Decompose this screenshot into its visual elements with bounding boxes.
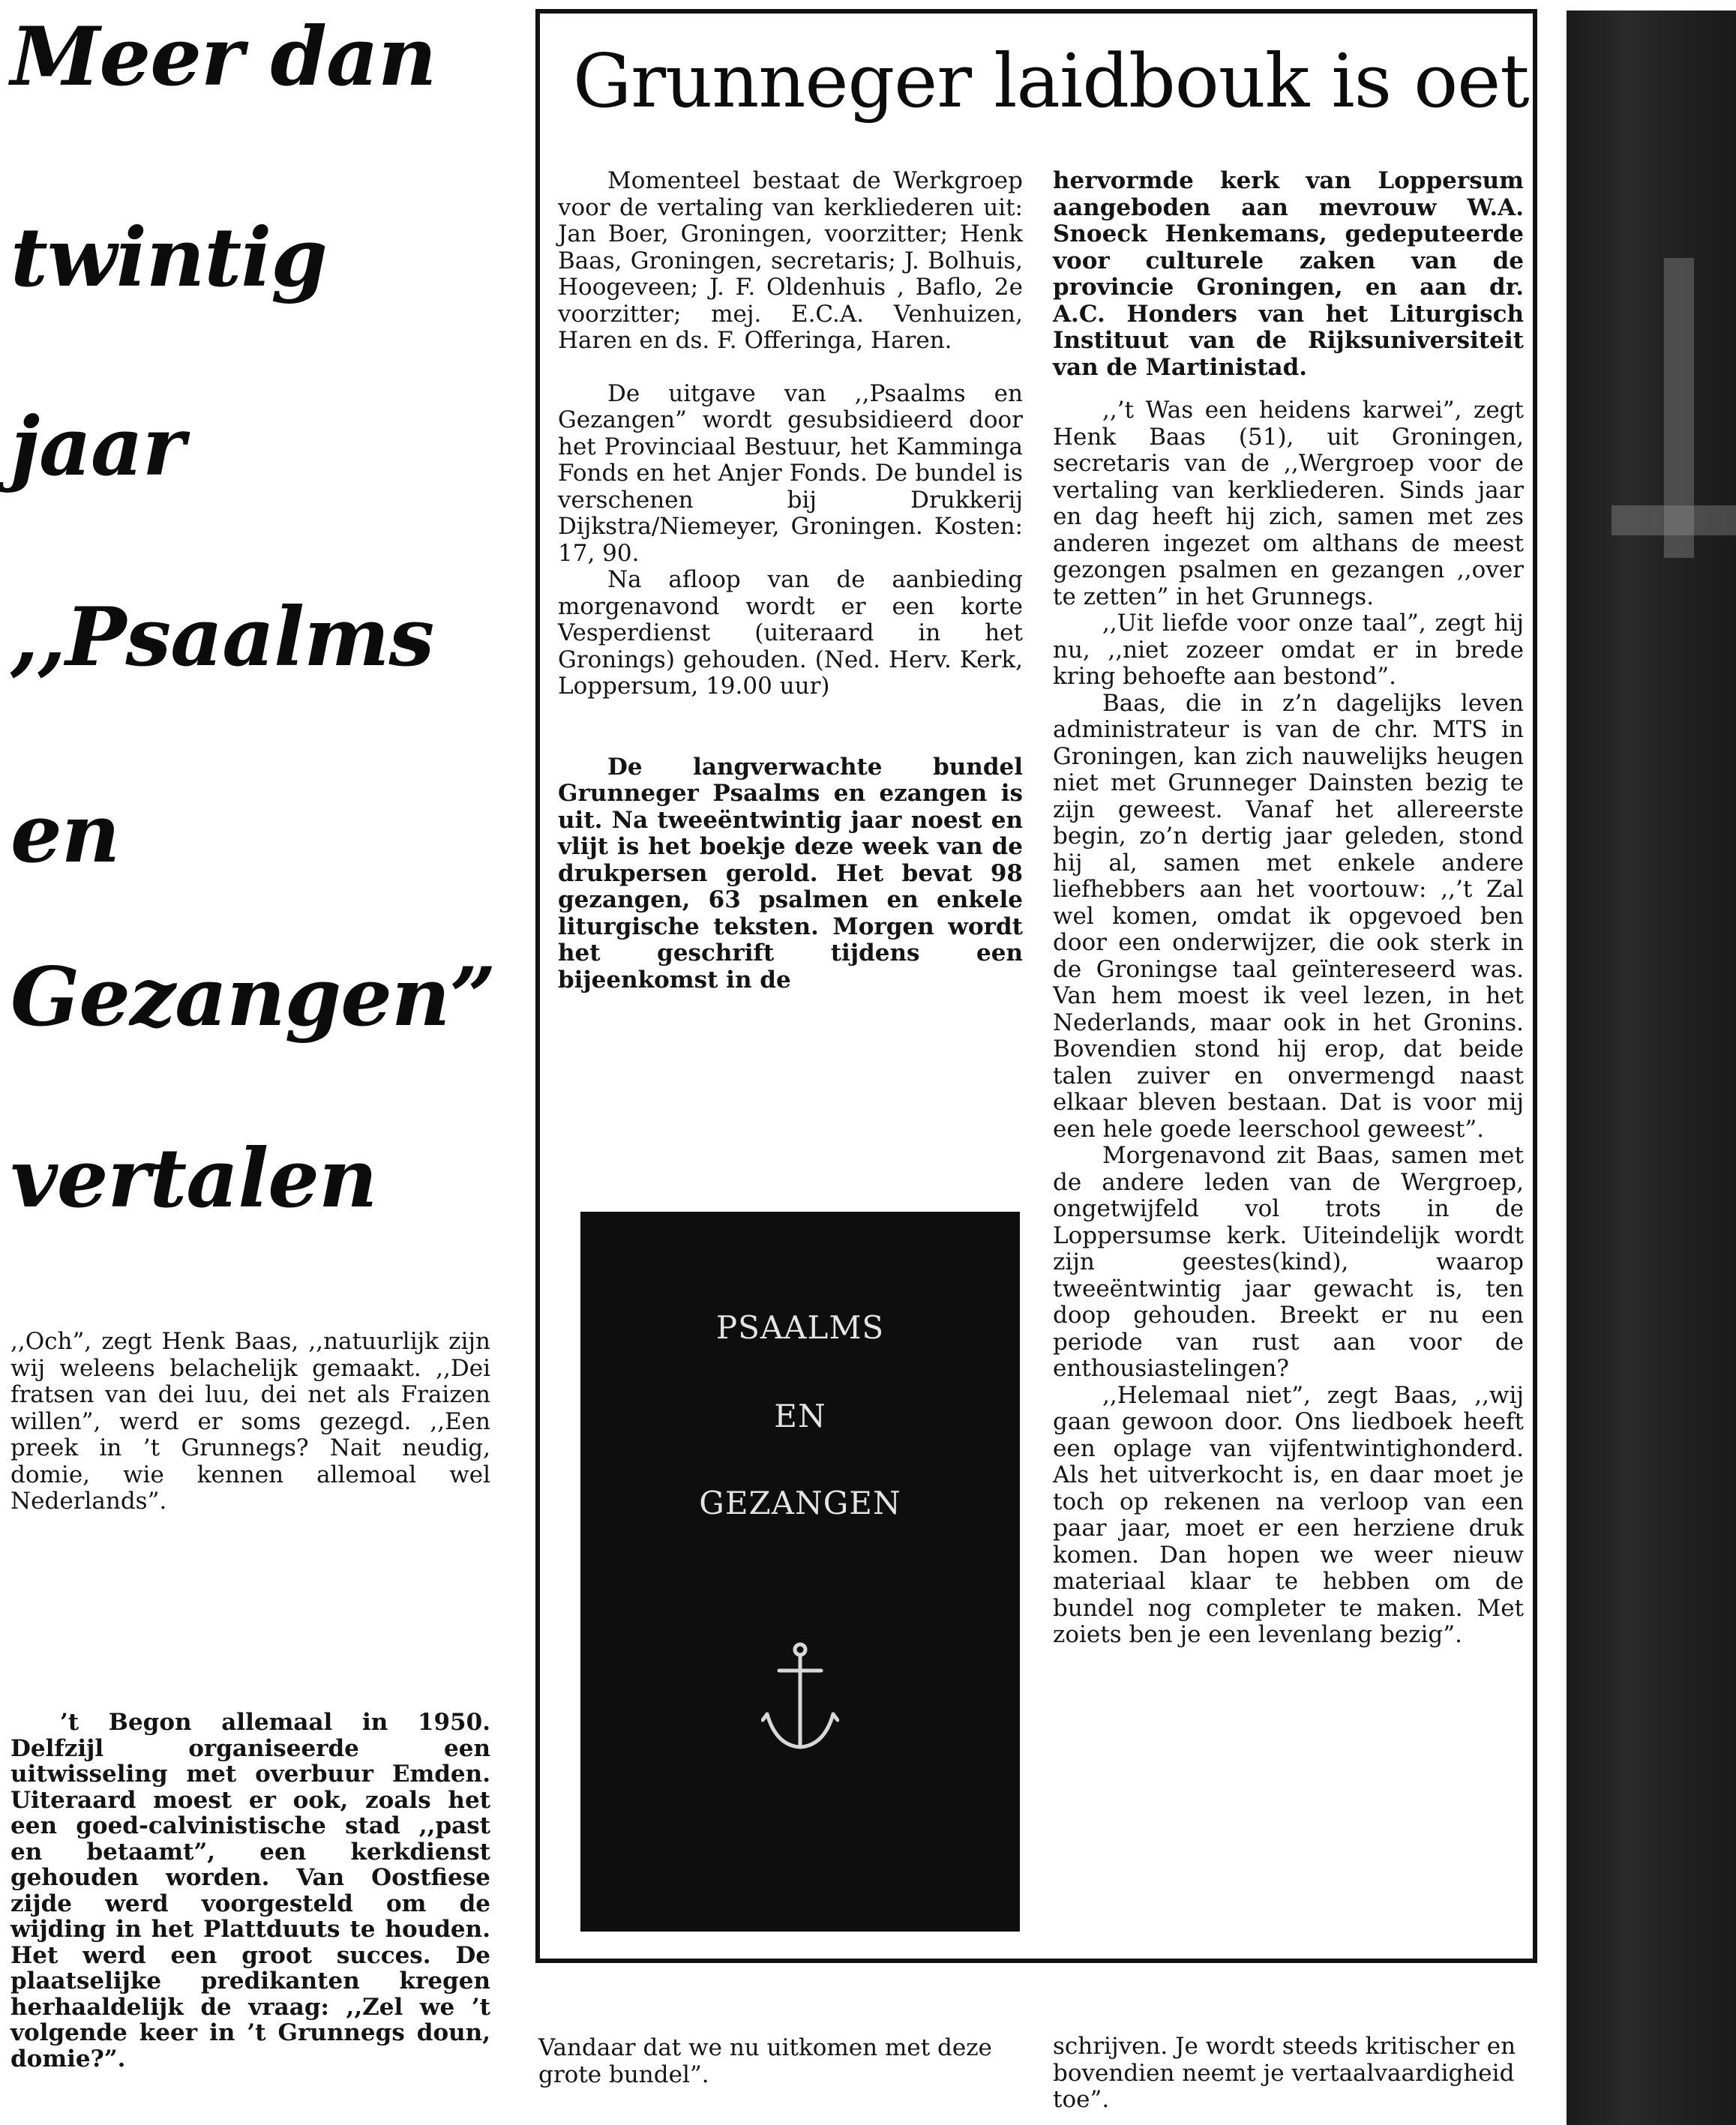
headline-line-2: twintig (10, 211, 327, 305)
article-col1-p4: De langverwachte bundel Grunneger Psaalms en ezangen is uit. Na tweeëntwintig jaar noest en vlijt is het boekje deze week van de drukpersen gerold. Het bevat 98 gezangen, 63 psalmen en enkele liturgische teksten. Morgen wordt het geschrift tijdens een bijeenkomst in de (558, 753, 1023, 994)
book-cover-line-1: PSAALMS (715, 1309, 885, 1346)
photo-highlight (1612, 505, 1736, 535)
left-bold-paragraph: ’t Begon allemaal in 1950. Delfzijl organiseerde een uitwisseling met overbuur Emden. Uiteraard moest er ook, zoals het een goed-calvinistische stad ,,past en betaamt”, een kerkdienst gehouden worden. Van Oostfiese zijde werd voorgesteld om de wijding in het Plattduuts te houden. Het werd een groot succes. De plaatselijke predikanten kregen herhaaldelijk de vraag: ,,Zel we ’t volgende keer in ’t Grunnegs doun, domie?”. (10, 1709, 490, 2073)
below-box-column-2 (1053, 2034, 1533, 2114)
headline-line-7: vertalen (10, 1131, 377, 1226)
spacer (558, 355, 1023, 381)
article-column-2 (1053, 168, 1524, 1649)
article-col1-p2: De uitgave van ,,Psaalms en Gezangen” wordt gesubsidieerd door het Provinciaal Bestuur, het Kamminga Fonds en het Anjer Fonds. De bundel is verschenen bij Drukkerij Dijkstra/Niemeyer, Groningen. Kosten: 17, 90. (558, 379, 1023, 567)
article-col2-p4: Baas, die in z’n dagelijks leven administrateur is van de chr. MTS in Groningen, kan zich nauwelijks heugen niet met Grunneger Dainsten bezig te zijn geweest. Vanaf het allereerste begin, zo’n dertig jaar geleden, stond hij al, samen met enkele andere liefhebbers aan het voortouw: ,,’t Zal wel komen, omdat ik opgevoed ben door een onderwijzer, die ook sterk in de Groningse taal geïntereseerd was. Van hem moest ik veel lezen, in het Nederlands, maar ook in het Gronins. Bovendien stond hij erop, dat beide talen zuiver en onvermengd naast elkaar bleven bestaan. Dat is voor mij een hele goede leerschool geweest”. (1053, 689, 1524, 1143)
book-cover-image (580, 1212, 1020, 1932)
headline-line-6: Gezangen” (10, 950, 496, 1045)
article-col2-p2: ,,’t Was een heidens karwei”, zegt Henk Baas (51), uit Groningen, secretaris van de ,,Wergroep voor de vertaling van kerkliederen. Sinds jaar en dag heeft hij zich, samen met zes anderen ingezet om althans de meest gezongen psalmen en gezangen ,,over te zetten” in het Grunnegs. (1053, 397, 1524, 610)
headline-line-3: jaar (10, 400, 184, 494)
article-col2-p3: ,,Uit liefde voor onze taal”, zegt hij nu, ,,niet zozeer omdat er in brede kring behoefte aan bestond”. (1053, 610, 1524, 690)
below-box-text-2: schrijven. Je wordt steeds kritischer en bovendien neemt je vertaalvaardigheid toe”. (1053, 2033, 1516, 2113)
article-col1-p3: Na afloop van de aanbieding morgenavond wordt er een korte Vesperdienst (uiteraard in het Gronings) gehouden. (Ned. Herv. Kerk, Loppersum, 19.00 uur) (558, 566, 1023, 700)
anchor-icon (761, 1642, 839, 1756)
book-cover-line-2: EN (774, 1398, 826, 1434)
left-column-intro (10, 1329, 490, 1515)
headline-line-4: ,,Psaalms (10, 590, 434, 685)
article-col2-p6: ,,Helemaal niet”, zegt Baas, ,,wij gaan gewoon door. Ons liedboek heeft een oplage van vijfentwintighonderd. Als het uitverkocht is, en daar moet je toch op rekenen na verloop van een paar jaar, moet er een herziene druk komen. Dan hopen we weer nieuw materiaal klaar te hebben om de bundel nog completer te maken. Met zoiets ben je een levenlang bezig”. (1053, 1381, 1524, 1648)
article-column-1 (558, 168, 1023, 994)
spacer (558, 700, 1023, 754)
article-title: Grunneger laidbouk is oet (573, 39, 1529, 124)
article-col1-p1: Momenteel bestaat de Werkgroep voor de vertaling van kerkliederen uit: Jan Boer, Groningen, voorzitter; Henk Baas, Groningen, secretaris; J. Bolhuis, Hoogeveen; J. F. Oldenhuis , Baflo, 2e voorzitter; mej. E.C.A. Venhuizen, Haren en ds. F. Offeringa, Haren. (558, 167, 1023, 354)
left-column-bold (10, 1710, 490, 2072)
headline-line-1: Meer dan (10, 10, 436, 104)
photo-strip (1567, 10, 1736, 2125)
below-box-text-1: Vandaar dat we nu uitkomen met deze grote bundel”. (538, 2034, 992, 2088)
book-cover-line-3: GEZANGEN (699, 1485, 901, 1521)
article-col2-p5: Morgenavond zit Baas, samen met de andere leden van de Wergroep, ongetwijfeld vol trots in de Loppersumse kerk. Uiteindelijk wordt zijn geestes(kind), waarop tweeëntwintig jaar gewacht is, ten doop gehouden. Breekt er nu een periode van rust aan voor de enthousiastelingen? (1053, 1142, 1524, 1382)
below-box-column-1 (538, 2035, 1018, 2088)
left-paragraph-1: ,,Och”, zegt Henk Baas, ,,natuurlijk zijn wij weleens belachelijk gemaakt. ,,Dei fratsen van dei luu, dei net als Fraizen willen”, werd er soms gezegd. ,,Een preek in ’t Grunnegs? Nait neudig, domie, wie kennen allemoal wel Nederlands”. (10, 1328, 490, 1515)
spacer (1053, 381, 1524, 397)
article-col2-p1: hervormde kerk van Loppersum aangeboden aan mevrouw W.A. Snoeck Henkemans, gedeputeerde voor culturele zaken van de provincie Groningen, en aan dr. A.C. Honders van het Liturgisch Instituut van de Rijksuniversiteit van de Martinistad. (1053, 167, 1524, 381)
headline-line-5: en (10, 787, 120, 881)
